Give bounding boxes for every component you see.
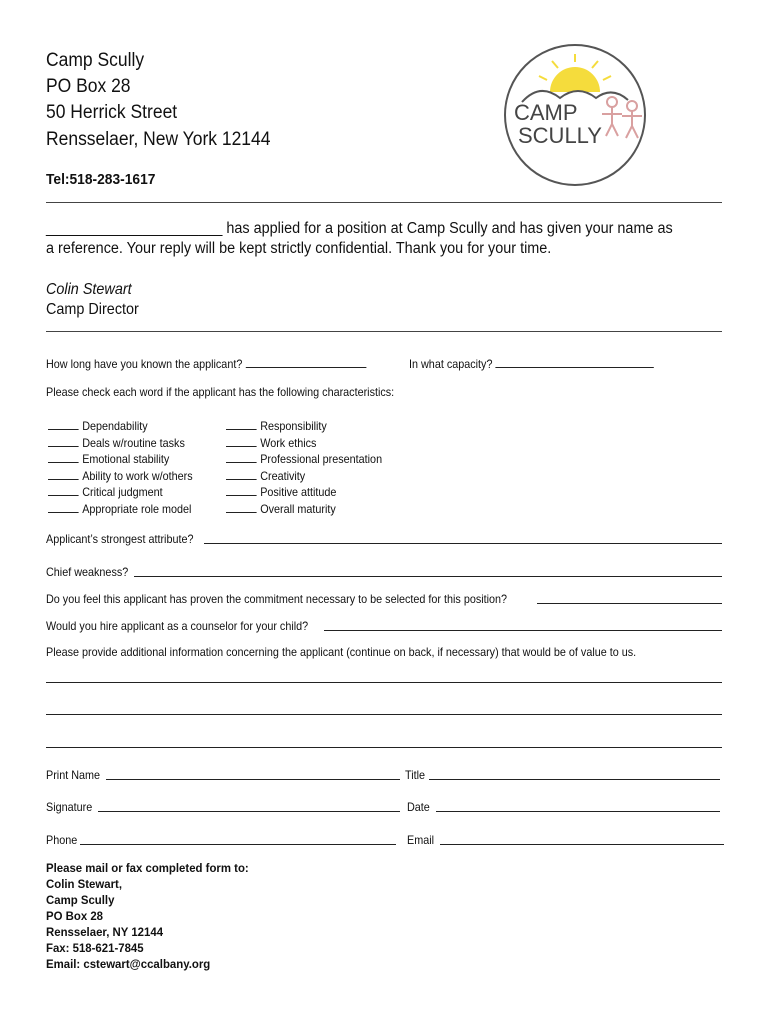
trait-check — [226, 469, 257, 480]
commitment-label: Do you feel this applicant has proven the commitment necessary to be selected for this position? — [46, 592, 508, 606]
svg-text:CAMP: CAMP — [514, 100, 578, 125]
trait-item[interactable]: Responsibility — [226, 418, 382, 435]
divider — [46, 331, 722, 332]
applicant-name-blank[interactable]: ______________________ — [46, 220, 223, 237]
capacity-input[interactable] — [495, 356, 653, 368]
mailing-name: Colin Stewart, — [46, 877, 123, 891]
date-input[interactable] — [436, 811, 720, 812]
mailing-email: Email: cstewart@ccalbany.org — [46, 957, 211, 971]
intro-line-1: ______________________ has applied for a position at Camp Scully and has given your name as — [46, 220, 673, 237]
known-how-long-input[interactable] — [245, 356, 366, 368]
director-name: Colin Stewart — [46, 281, 132, 298]
known-how-long-question: How long have you known the applicant? — [46, 356, 366, 371]
trait-check — [48, 436, 79, 447]
print-name-input[interactable] — [106, 779, 400, 780]
traits-left-column — [48, 418, 193, 518]
weakness-input[interactable] — [134, 576, 722, 577]
print-name-label: Print Name — [46, 768, 101, 782]
trait-item[interactable]: Dependability — [48, 418, 193, 435]
trait-item[interactable]: Critical judgment — [48, 484, 193, 501]
counselor-label: Would you hire applicant as a counselor for your child? — [46, 619, 309, 633]
trait-check — [48, 485, 79, 496]
trait-item[interactable]: Deals w/routine tasks — [48, 435, 193, 452]
trait-item[interactable]: Creativity — [226, 468, 382, 485]
trait-check — [226, 419, 257, 430]
po-box: PO Box 28 — [46, 76, 131, 97]
traits-right-column — [226, 418, 382, 518]
street-address: 50 Herrick Street — [46, 102, 178, 123]
email-label: Email — [407, 833, 435, 847]
trait-item[interactable]: Overall maturity — [226, 501, 382, 518]
trait-check — [48, 502, 79, 513]
intro-line-2: a reference. Your reply will be kept strictly confidential. Thank you for your time. — [46, 240, 552, 257]
signature-input[interactable] — [98, 811, 400, 812]
phone-input[interactable] — [80, 844, 396, 845]
signature-label: Signature — [46, 800, 93, 814]
trait-check — [226, 502, 257, 513]
trait-check — [226, 436, 257, 447]
additional-info-line[interactable] — [46, 714, 722, 715]
city-state-zip: Rensselaer, New York 12144 — [46, 129, 271, 150]
trait-item[interactable]: Ability to work w/others — [48, 468, 193, 485]
mailing-po-box: PO Box 28 — [46, 909, 104, 923]
trait-check — [48, 419, 79, 430]
title-input[interactable] — [429, 779, 720, 780]
title-label: Title — [405, 768, 426, 782]
trait-item[interactable]: Professional presentation — [226, 451, 382, 468]
strongest-attribute-input[interactable] — [204, 543, 722, 544]
additional-info-label: Please provide additional information concerning the applicant (continue on back, if necessary) that would be of value to us. — [46, 645, 637, 659]
counselor-input[interactable] — [324, 630, 722, 631]
strongest-attribute-label: Applicant’s strongest attribute? — [46, 532, 194, 546]
email-input[interactable] — [440, 844, 724, 845]
org-name: Camp Scully — [46, 50, 145, 71]
additional-info-line[interactable] — [46, 747, 722, 748]
additional-info-line[interactable] — [46, 682, 722, 683]
trait-item[interactable]: Appropriate role model — [48, 501, 193, 518]
trait-item[interactable]: Work ethics — [226, 435, 382, 452]
telephone: Tel:518-283-1617 — [46, 171, 156, 188]
weakness-label: Chief weakness? — [46, 565, 129, 579]
camp-scully-logo — [500, 40, 650, 190]
mailing-city: Rensselaer, NY 12144 — [46, 925, 164, 939]
trait-item[interactable]: Emotional stability — [48, 451, 193, 468]
svg-text:SCULLY: SCULLY — [518, 123, 602, 148]
capacity-question: In what capacity? — [409, 356, 654, 371]
trait-check — [48, 469, 79, 480]
mailing-heading: Please mail or fax completed form to: — [46, 861, 249, 875]
mailing-block — [46, 860, 249, 972]
divider — [46, 202, 722, 203]
phone-label: Phone — [46, 833, 78, 847]
trait-check — [226, 452, 257, 463]
trait-check — [226, 485, 257, 496]
mailing-fax: Fax: 518-621-7845 — [46, 941, 144, 955]
date-label: Date — [407, 800, 430, 814]
commitment-input[interactable] — [537, 603, 722, 604]
director-title: Camp Director — [46, 301, 139, 318]
trait-check — [48, 452, 79, 463]
mailing-org: Camp Scully — [46, 893, 115, 907]
trait-item[interactable]: Positive attitude — [226, 484, 382, 501]
check-instruction: Please check each word if the applicant has the following characteristics: — [46, 385, 395, 399]
